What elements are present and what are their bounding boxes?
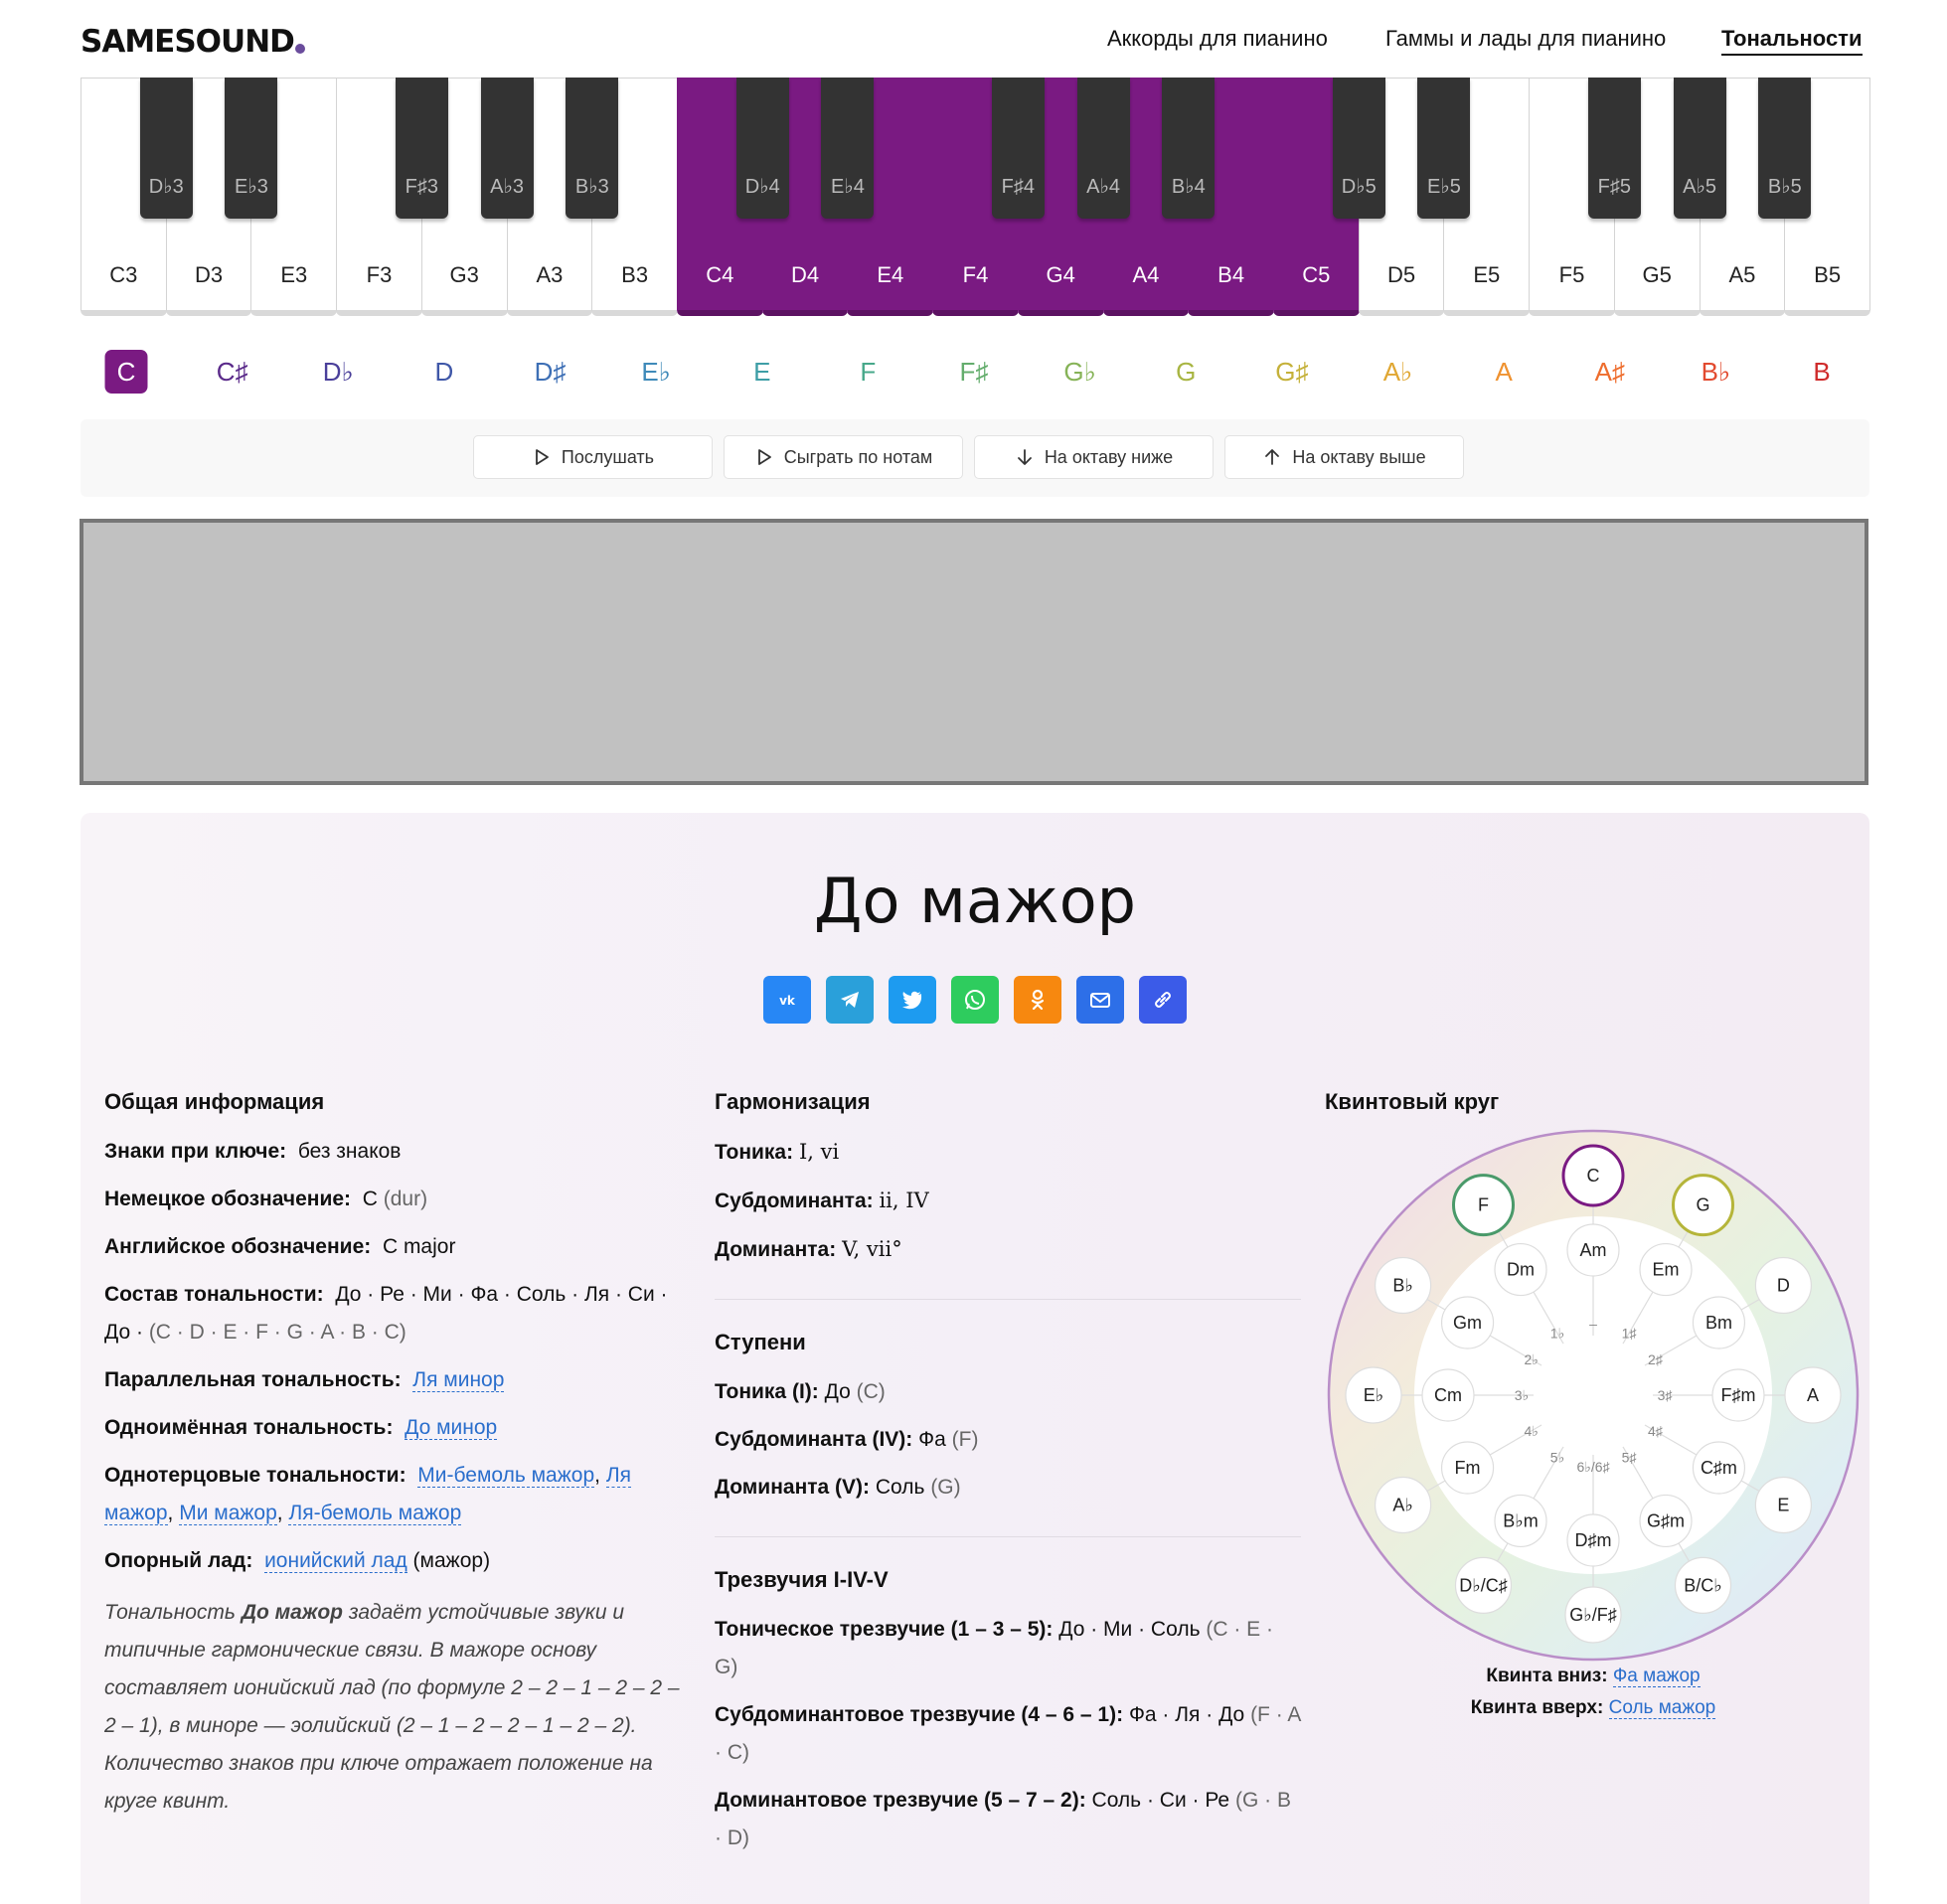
black-key[interactable]: D♭3 (140, 78, 193, 219)
german-notation-row (104, 1181, 681, 1218)
general-info (104, 1089, 681, 1821)
svg-text:vk: vk (779, 994, 795, 1008)
octave-up-button[interactable] (1224, 435, 1464, 479)
white-key[interactable]: G4 (1018, 78, 1104, 316)
link-icon (1150, 987, 1176, 1013)
minor-key-label: C♯m (1700, 1458, 1737, 1478)
share-twitter-button[interactable] (889, 976, 936, 1024)
white-key[interactable]: F4 (932, 78, 1019, 316)
key-signature-label: – (1589, 1316, 1597, 1332)
same-name-key-row (104, 1409, 681, 1447)
fifth-down-link[interactable]: Фа мажор (1612, 1666, 1701, 1686)
note-option[interactable]: D♭ (322, 357, 354, 387)
degree-dominant-label: Доминанта (V): (715, 1476, 871, 1499)
minor-key-label: Dm (1507, 1259, 1535, 1280)
listen-button[interactable] (473, 435, 713, 479)
note-option[interactable]: D (434, 357, 454, 387)
key-signature-label: 1♯ (1621, 1325, 1637, 1342)
parallel-label: Параллельная тональность: (104, 1368, 402, 1391)
harmony-heading: Гармонизация (715, 1089, 871, 1114)
play-notes-label: Сыграть по нотам (783, 446, 933, 467)
major-key-label: A (1806, 1385, 1820, 1405)
description (104, 1594, 681, 1821)
same-third-link[interactable]: Ми мажор (179, 1502, 277, 1524)
major-key-label: G (1696, 1194, 1710, 1215)
description-key: До мажор (241, 1601, 343, 1624)
triad-subdominant-label: Субдоминантовое трезвучие (4 – 6 – 1): (715, 1703, 1124, 1726)
note-option[interactable]: B♭ (1701, 357, 1731, 387)
key-signature-label: 3♭ (1514, 1387, 1530, 1403)
same-third-link[interactable]: Ми-бемоль мажор (417, 1464, 595, 1487)
white-key[interactable]: C5 (1273, 78, 1360, 316)
share-odnoklassniki-button[interactable] (1014, 976, 1061, 1024)
composition-value: До · Ре · Ми · Фа · Соль · Ля · Си · До (104, 1283, 668, 1344)
key-signature-label: 5♯ (1621, 1449, 1637, 1466)
white-key[interactable]: E3 (250, 78, 337, 316)
octave-down-label: На октаву ниже (1044, 446, 1174, 467)
same-name-label: Одноимённая тональность: (104, 1416, 394, 1439)
major-key-label: B♭ (1392, 1275, 1413, 1296)
white-key[interactable]: D3 (166, 78, 252, 316)
note-option[interactable]: D♯ (534, 357, 567, 387)
key-signature-label: 4♯ (1647, 1423, 1663, 1439)
key-signature-label: 5♭ (1549, 1449, 1565, 1466)
white-key[interactable]: E4 (847, 78, 933, 316)
degree-subdominant-value: Фа (918, 1428, 946, 1451)
major-key-label: F (1478, 1194, 1489, 1215)
logo[interactable]: SAMESOUND (81, 24, 305, 60)
white-key[interactable]: A4 (1103, 78, 1190, 316)
black-key[interactable]: B♭4 (1162, 78, 1215, 219)
share-link-button[interactable] (1139, 976, 1187, 1024)
divider (715, 1536, 1301, 1537)
white-key[interactable]: B5 (1784, 78, 1870, 316)
share-vk-button[interactable] (763, 976, 811, 1024)
whatsapp-icon (962, 987, 988, 1013)
composition-row: Состав тональности: До · Ре · Ми · Фа · Соль · Ля · Си · До · (C · D · E · F · G · A · B · C) (104, 1283, 668, 1344)
triad-dominant-value: Соль · Си · Ре (1091, 1789, 1230, 1812)
general-heading: Общая информация (104, 1089, 325, 1114)
black-key[interactable]: B♭3 (566, 78, 618, 219)
circle-of-fifths[interactable] (1325, 1127, 1862, 1664)
minor-key-label: B♭m (1503, 1510, 1539, 1531)
key-signature-label: 1♭ (1549, 1325, 1565, 1342)
major-key-label: A♭ (1392, 1495, 1413, 1515)
harmony-column (715, 1089, 1301, 1867)
triad-tonic-latin: (C · E · G) (715, 1618, 1274, 1678)
fifth-up-label: Квинта вверх: (1470, 1697, 1604, 1718)
harmony-tonic-value: I, vi (798, 1140, 840, 1164)
english-notation-row (104, 1228, 681, 1266)
octave-down-button[interactable] (974, 435, 1214, 479)
triad-tonic-label: Тоническое трезвучие (1 – 3 – 5): (715, 1618, 1054, 1641)
key-signature-label: 3♯ (1657, 1387, 1673, 1403)
degree-dominant-latin: (G) (930, 1476, 961, 1499)
degrees-heading: Ступени (715, 1330, 806, 1354)
key-signature-label: 2♯ (1647, 1351, 1663, 1367)
note-option[interactable]: A♭ (1382, 357, 1413, 387)
white-key[interactable]: G5 (1614, 78, 1701, 316)
same-third-link[interactable]: Ля-бемоль мажор (288, 1502, 462, 1524)
major-key-label: G♭/F♯ (1569, 1605, 1617, 1625)
black-key[interactable]: E♭5 (1417, 78, 1470, 219)
degree-subdominant-latin: (F) (951, 1428, 979, 1451)
parallel-link[interactable]: Ля минор (412, 1368, 505, 1391)
vk-icon (774, 987, 800, 1013)
octave-up-label: На октаву выше (1292, 446, 1426, 467)
listen-label: Послушать (561, 446, 655, 467)
major-key-label: D♭/C♯ (1459, 1575, 1508, 1596)
note-option[interactable]: G♯ (1275, 357, 1309, 387)
german-value: C (362, 1188, 378, 1210)
note-option[interactable]: F♯ (959, 357, 989, 387)
mode-link[interactable]: ионийский лад (264, 1549, 407, 1572)
white-key[interactable]: E5 (1443, 78, 1530, 316)
key-signature-value: без знаков (297, 1140, 402, 1163)
play-icon (532, 447, 552, 467)
minor-key-label: Bm (1704, 1313, 1732, 1333)
same-third-keys-row: Однотерцовые тональности: Ми-бемоль мажор, Ля мажор, Ми мажор, Ля-бемоль мажор (104, 1464, 631, 1524)
nav-scales[interactable]: Гаммы и лады для пианино (1385, 26, 1667, 51)
key-info-panel (81, 813, 1869, 1904)
black-key[interactable]: E♭3 (225, 78, 277, 219)
key-signature-label: Знаки при ключе: (104, 1140, 287, 1163)
black-key[interactable]: B♭5 (1758, 78, 1811, 219)
note-option[interactable]: B (1813, 357, 1831, 387)
triad-tonic-value: До · Ми · Соль (1058, 1618, 1201, 1641)
english-value: C major (382, 1235, 456, 1258)
degree-tonic-row (715, 1373, 1301, 1411)
triad-dominant-label: Доминантовое трезвучие (5 – 7 – 2): (715, 1789, 1086, 1812)
white-key[interactable]: C3 (81, 78, 167, 316)
note-option[interactable]: C♯ (216, 357, 248, 387)
triads-heading: Трезвучия I-IV-V (715, 1567, 889, 1592)
triad-tonic-row (715, 1611, 1301, 1686)
white-key[interactable]: G3 (421, 78, 508, 316)
white-key[interactable]: D5 (1359, 78, 1445, 316)
triad-subdominant-value: Фа · Ля · До (1128, 1703, 1245, 1726)
composition-latin: (C · D · E · F · G · A · B · C) (148, 1321, 406, 1344)
major-key-label: E (1777, 1495, 1790, 1515)
minor-key-label: Fm (1454, 1458, 1481, 1478)
fifth-down-row (1325, 1661, 1862, 1692)
minor-key-label: G♯m (1647, 1510, 1685, 1531)
nav-keys[interactable]: Тональности (1721, 26, 1863, 56)
fifth-up-row (1325, 1692, 1862, 1724)
note-option[interactable]: C (105, 350, 148, 394)
key-signature-label: 6♭/6♯ (1576, 1459, 1610, 1475)
german-extra: (dur) (383, 1188, 428, 1210)
white-key[interactable]: F5 (1529, 78, 1615, 316)
major-key-label: E♭ (1363, 1385, 1384, 1405)
page-title: До мажор (814, 865, 1136, 937)
harmony-dominant-row (715, 1230, 1301, 1269)
play-icon (754, 447, 774, 467)
harmony-dominant-value: V, vii° (842, 1237, 902, 1261)
degree-tonic-label: Тоника (I): (715, 1380, 819, 1403)
note-option[interactable]: A♯ (1594, 357, 1625, 387)
triad-subdominant-row (715, 1696, 1301, 1772)
degree-subdominant-label: Субдоминанта (IV): (715, 1428, 913, 1451)
harmony-tonic-label: Тоника: (715, 1141, 794, 1164)
harmony-tonic-row (715, 1133, 1301, 1172)
piano-keyboard[interactable] (81, 78, 1869, 324)
share-email-button[interactable] (1076, 976, 1124, 1024)
white-key[interactable]: C4 (677, 78, 763, 316)
black-key[interactable]: F♯5 (1588, 78, 1641, 219)
harmony-subdominant-value: ii, IV (879, 1189, 929, 1212)
note-option[interactable]: E♭ (641, 357, 671, 387)
harmony-subdominant-row (715, 1182, 1301, 1220)
degree-dominant-value: Соль (875, 1476, 925, 1499)
harmony-subdominant-label: Субдоминанта: (715, 1190, 874, 1212)
circle-heading: Квинтовый круг (1325, 1089, 1500, 1114)
degree-dominant-row (715, 1469, 1301, 1507)
odnoklassniki-icon (1025, 987, 1051, 1013)
major-key-label: B/C♭ (1684, 1575, 1722, 1596)
minor-key-label: Am (1579, 1240, 1607, 1260)
harmony-dominant-label: Доминанта: (715, 1238, 837, 1261)
black-key[interactable]: D♭5 (1333, 78, 1385, 219)
white-key[interactable]: A3 (507, 78, 593, 316)
same-name-link[interactable]: До минор (405, 1416, 498, 1439)
note-option[interactable]: F (860, 357, 877, 387)
white-key[interactable]: A5 (1700, 78, 1786, 316)
minor-key-label: Cm (1434, 1385, 1462, 1405)
black-key[interactable]: F♯3 (396, 78, 448, 219)
share-telegram-button[interactable] (826, 976, 874, 1024)
triad-dominant-row (715, 1782, 1301, 1857)
white-key[interactable]: B3 (591, 78, 678, 316)
note-option[interactable]: E (753, 357, 771, 387)
note-selector (0, 350, 1947, 396)
arrow-up-icon (1262, 447, 1282, 467)
key-signature-label: 2♭ (1524, 1351, 1539, 1367)
logo-dot-icon (295, 44, 305, 54)
ad-placeholder (80, 519, 1868, 785)
note-option[interactable]: A (1495, 357, 1513, 387)
telegram-icon (837, 987, 863, 1013)
mode-label: Опорный лад: (104, 1549, 253, 1572)
minor-key-label: Gm (1453, 1313, 1483, 1333)
email-icon (1087, 987, 1113, 1013)
english-label: Английское обозначение: (104, 1235, 372, 1258)
parallel-key-row (104, 1361, 681, 1399)
white-key[interactable]: D4 (762, 78, 849, 316)
black-key[interactable]: E♭4 (821, 78, 874, 219)
note-option[interactable]: G♭ (1063, 357, 1096, 387)
degree-tonic-latin: (C) (856, 1380, 886, 1403)
degree-subdominant-row (715, 1421, 1301, 1459)
nav-chords[interactable]: Аккорды для пианино (1107, 26, 1328, 51)
black-key[interactable]: D♭4 (736, 78, 789, 219)
playback-toolbar (81, 419, 1869, 497)
circle-of-fifths-section (1325, 1089, 1862, 1724)
composition-label: Состав тональности: (104, 1283, 324, 1306)
same-third-label: Однотерцовые тональности: (104, 1464, 406, 1487)
description-pre: Тональность (104, 1601, 242, 1624)
triad-dominant-latin: (G · B · D) (715, 1789, 1291, 1849)
major-key-label: C (1586, 1166, 1600, 1186)
share-whatsapp-button[interactable] (951, 976, 999, 1024)
fifth-up-link[interactable]: Соль мажор (1608, 1697, 1716, 1718)
divider (715, 1299, 1301, 1300)
same-third-link[interactable]: Ля мажор (104, 1464, 631, 1524)
mode-row (104, 1542, 681, 1580)
minor-key-label: D♯m (1574, 1530, 1612, 1550)
white-key[interactable]: B4 (1188, 78, 1274, 316)
arrow-down-icon (1015, 447, 1035, 467)
twitter-icon (899, 987, 925, 1013)
german-label: Немецкое обозначение: (104, 1188, 352, 1210)
major-key-label: D (1776, 1275, 1790, 1296)
black-key[interactable]: A♭5 (1674, 78, 1726, 219)
fifth-down-label: Квинта вниз: (1486, 1666, 1608, 1686)
key-signature-label: 4♭ (1524, 1423, 1539, 1439)
black-key[interactable]: F♯4 (992, 78, 1045, 219)
description-post: задаёт устойчивые звуки и типичные гармонические связи. В мажоре основу составляет ионийский лад (по формуле 2 – 2 – 1 – 2 – 2 – 2 – 1), в миноре — эолийский (2 – 1 – 2 – 2 – 1 – 2 – 2). Количество знаков при ключе отражает положение на круге квинт. (104, 1601, 680, 1813)
black-key[interactable]: A♭3 (481, 78, 534, 219)
degree-tonic-value: До (824, 1380, 851, 1403)
key-signature-row (104, 1133, 681, 1171)
mode-extra: (мажор) (412, 1549, 491, 1572)
white-key[interactable]: F3 (336, 78, 422, 316)
play-notes-button[interactable] (724, 435, 963, 479)
note-option[interactable]: G (1176, 357, 1197, 387)
minor-key-label: F♯m (1720, 1385, 1756, 1405)
black-key[interactable]: A♭4 (1077, 78, 1130, 219)
triad-subdominant-latin: (F · A · C) (715, 1703, 1301, 1764)
minor-key-label: Em (1652, 1259, 1680, 1280)
